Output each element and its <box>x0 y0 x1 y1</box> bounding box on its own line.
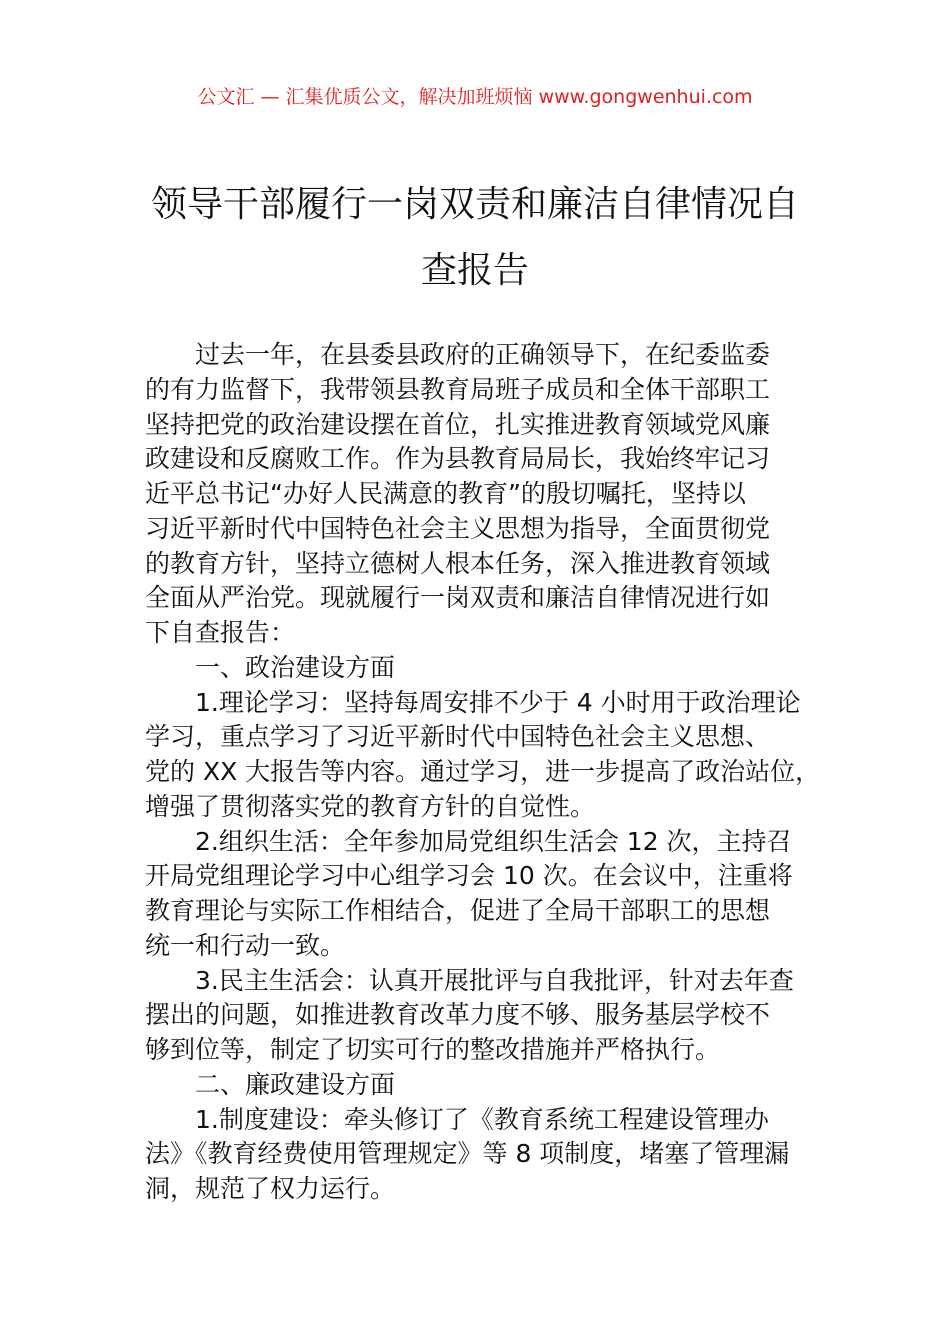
paragraph <box>145 825 835 964</box>
text-line: 增强了贯彻落实党的教育方针的自觉性。 <box>145 791 596 821</box>
text-line: 的教育方针，坚持立德树人根本任务，深入推进教育领域 <box>145 548 771 578</box>
text-line: 二、廉政建设方面 <box>195 1069 396 1099</box>
text-line: 全面从严治党。现就履行一岗双责和廉洁自律情况进行如 <box>145 583 771 613</box>
text-line: 近平总书记“办好人民满意的教育”的殷切嘱托，坚持以 <box>145 479 746 508</box>
title-line: 查报告 <box>420 250 529 291</box>
text-line: 政建设和反腐败工作。作为县教育局局长，我始终牢记习 <box>145 444 771 474</box>
paragraph <box>145 1103 835 1207</box>
text-line: 习近平新时代中国特色社会主义思想为指导，全面贯彻党 <box>145 513 771 543</box>
title-line: 领导干部履行一岗双责和廉洁自律情况自 <box>150 184 799 225</box>
paragraph <box>145 964 835 1068</box>
text-line: 2.组织生活：全年参加局党组织生活会 12 次，主持召 <box>195 826 792 856</box>
text-line: 一、政治建设方面 <box>195 652 396 682</box>
site-header-banner: 公文汇 — 汇集优质公文，解决加班烦恼 www.gongwenhui.com <box>197 86 753 108</box>
text-line: 法》《教育经费使用管理规定》等 8 项制度，堵塞了管理漏 <box>145 1139 790 1169</box>
paragraph <box>145 1068 835 1103</box>
text-line: 下自查报告： <box>145 618 296 647</box>
text-line: 过去一年，在县委县政府的正确领导下，在纪委监委 <box>195 340 771 369</box>
text-line: 摆出的问题，如推进教育改革力度不够、服务基层学校不 <box>145 1000 771 1030</box>
text-line: 3.民主生活会：认真开展批评与自我批评，针对去年查 <box>195 965 794 995</box>
paragraph <box>145 651 835 686</box>
text-line: 统一和行动一致。 <box>145 930 346 960</box>
document-body <box>145 338 835 1207</box>
text-line: 开局党组理论学习中心组学习会 10 次。在会议中，注重将 <box>145 861 793 891</box>
text-line: 洞，规范了权力运行。 <box>145 1174 396 1203</box>
text-line: 的有力监督下，我带领县教育局班子成员和全体干部职工 <box>145 374 771 404</box>
document-title <box>0 172 950 304</box>
text-line: 1.理论学习：坚持每周安排不少于 4 小时用于政治理论 <box>195 687 801 717</box>
text-line: 教育理论与实际工作相结合，促进了全局干部职工的思想 <box>145 896 771 925</box>
text-line: 够到位等，制定了切实可行的整改措施并严格执行。 <box>145 1035 721 1064</box>
text-line: 学习，重点学习了习近平新时代中国特色社会主义思想、 <box>145 722 771 752</box>
text-line: 党的 XX 大报告等内容。通过学习，进一步提高了政治站位， <box>145 757 821 786</box>
text-line: 1.制度建设：牵头修订了《教育系统工程建设管理办 <box>195 1104 769 1134</box>
paragraph <box>145 686 835 825</box>
paragraph <box>145 338 835 651</box>
text-line: 坚持把党的政治建设摆在首位，扎实推进教育领域党风廉 <box>145 409 771 439</box>
